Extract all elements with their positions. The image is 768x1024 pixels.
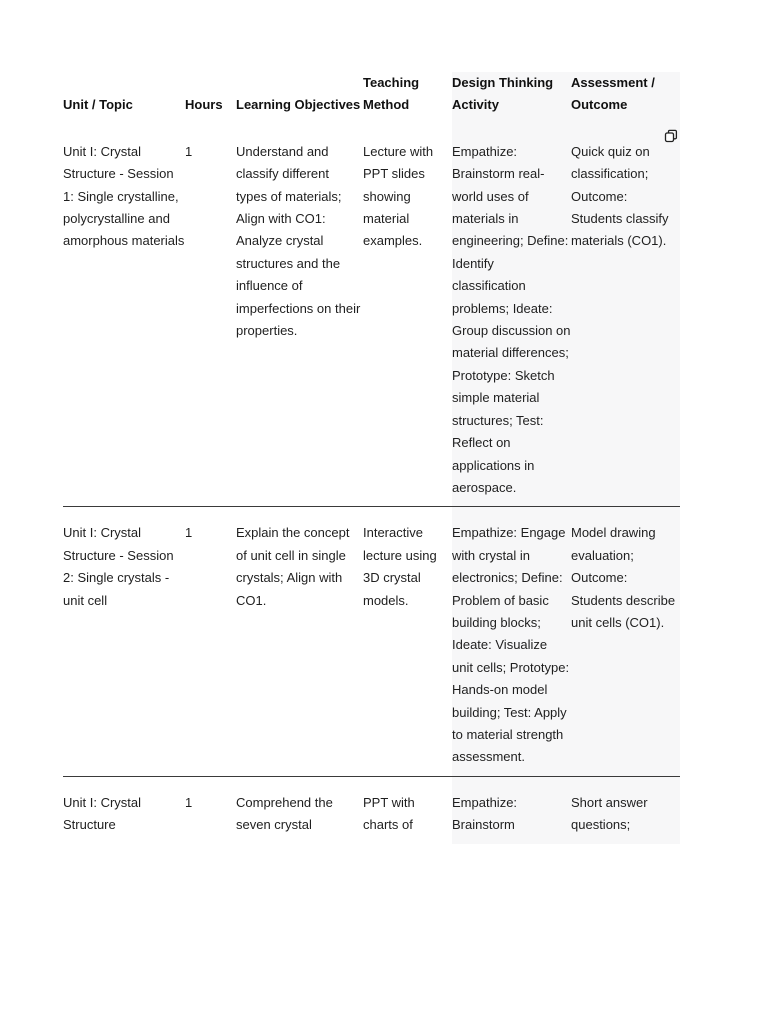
copy-icon[interactable] — [664, 129, 678, 143]
cell-assessment-outcome-text: Quick quiz on classification; Outcome: Students classify materials (CO1). — [571, 143, 669, 249]
lesson-plan-table — [63, 72, 680, 844]
cell-assessment-outcome: Short answer questions; — [571, 776, 680, 843]
cell-design-thinking-activity: Empathize: Brainstorm real-world uses of materials in engineering; Define: Identify classification problems; Ideate: Group discussion on material differences; Prototype: Sketch simple material structures; Test: Reflect on applications in aerospace. — [452, 126, 571, 507]
cell-hours: 1 — [185, 143, 193, 159]
table-row — [63, 126, 680, 507]
cell-hours: 1 — [185, 525, 193, 541]
cell-assessment-outcome — [571, 126, 680, 507]
cell-learning-objectives: Understand and classify different types of materials; Align with CO1: Analyze crystal structures and the influence of imperfections on their properties. — [236, 143, 361, 339]
cell-assessment-outcome: Model drawing evaluation; Outcome: Students describe unit cells (CO1). — [571, 507, 680, 776]
header-assessment-outcome: Assessment / Outcome — [571, 72, 680, 126]
cell-unit-topic: Unit I: Crystal Structure - Session 1: Single crystalline, polycrystalline and amorphous materials — [63, 143, 185, 249]
lesson-plan-table-container — [63, 72, 680, 926]
cell-learning-objectives: Comprehend the seven crystal — [236, 794, 333, 833]
cell-design-thinking-activity: Empathize: Engage with crystal in electronics; Define: Problem of basic building blocks; Ideate: Visualize unit cells; Prototype: Hands-on model building; Test: Apply to material strength assessment. — [452, 507, 571, 776]
header-learning-objectives: Learning Objectives — [236, 97, 361, 113]
header-teaching-method: Teaching Method — [363, 75, 420, 113]
header-design-thinking-activity: Design Thinking Activity — [452, 72, 571, 126]
table-header-row — [63, 72, 680, 126]
table-row — [63, 776, 680, 843]
cell-hours: 1 — [185, 794, 193, 810]
table-row — [63, 507, 680, 776]
cell-design-thinking-activity: Empathize: Brainstorm — [452, 776, 571, 843]
cell-teaching-method: Interactive lecture using 3D crystal models. — [363, 525, 437, 608]
cell-teaching-method: PPT with charts of — [363, 794, 415, 833]
cell-teaching-method: Lecture with PPT slides showing material examples. — [363, 143, 434, 249]
header-hours: Hours — [185, 97, 223, 113]
header-unit-topic: Unit / Topic — [63, 97, 133, 113]
cell-unit-topic: Unit I: Crystal Structure — [63, 794, 142, 833]
cell-unit-topic: Unit I: Crystal Structure - Session 2: Single crystals - unit cell — [63, 525, 174, 608]
cell-learning-objectives: Explain the concept of unit cell in single crystals; Align with CO1. — [236, 525, 350, 608]
cell-assessment-outcome-inner — [571, 141, 680, 253]
